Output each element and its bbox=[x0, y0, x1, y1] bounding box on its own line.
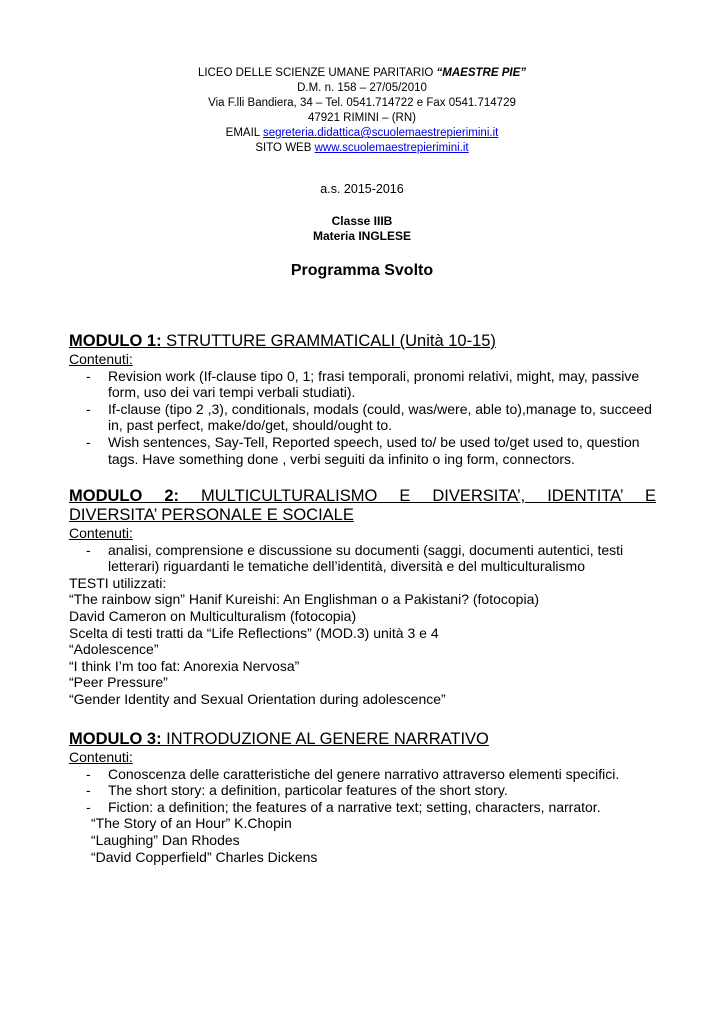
module-1-contents-label: Contenuti: bbox=[69, 351, 133, 367]
module-1-label: MODULO 1: bbox=[69, 332, 162, 350]
module-2-texts-label: TESTI utilizzati: bbox=[69, 574, 167, 591]
module-3 bbox=[69, 730, 656, 865]
list-item: - analisi, comprensione e discussione su documenti (saggi, documenti autentici, testi letterari) riguardanti le tematiche dell’identità, diversità e del multiculturalismo bbox=[108, 542, 656, 575]
module-2-heading-line2: DIVERSITA’ PERSONALE E SOCIALE bbox=[69, 506, 354, 524]
address-line: Via F.lli Bandiera, 34 – Tel. 0541.714722 e Fax 0541.714729 bbox=[208, 97, 516, 109]
list-item: - Wish sentences, Say-Tell, Reported speech, used to/ be used to/get used to, question tags. Have something done , verbi seguiti da infinito o ing form, connectors. bbox=[108, 434, 656, 467]
email-label: EMAIL bbox=[225, 127, 263, 139]
module-1-list bbox=[69, 368, 656, 468]
site-link[interactable]: www.scuolemaestrepierimini.it bbox=[314, 142, 469, 154]
list-item: - The short story: a definition, particolar features of the short story. bbox=[108, 782, 656, 799]
email-line bbox=[0, 126, 724, 141]
text-entry: “David Copperfield” Charles Dickens bbox=[91, 848, 318, 865]
module-3-title: INTRODUZIONE AL GENERE NARRATIVO bbox=[161, 730, 489, 748]
module-2-heading-line1 bbox=[69, 487, 656, 506]
list-item: - If-clause (tipo 2 ,3), conditionals, modals (could, was/were, able to),manage to, succeed in, past perfect, make/do/get, should/ought to. bbox=[108, 401, 656, 434]
city-line: 47921 RIMINI – (RN) bbox=[307, 112, 416, 124]
list-item: - Revision work (If-clause tipo 0, 1; frasi temporali, pronomi relativi, might, may, passive form, uso dei vari tempi verbali studiati). bbox=[108, 368, 656, 401]
text-entry: “The Story of an Hour” K.Chopin bbox=[91, 815, 292, 832]
decree-line: D.M. n. 158 – 27/05/2010 bbox=[297, 82, 427, 94]
module-3-list bbox=[69, 766, 656, 816]
site-label: SITO WEB bbox=[255, 142, 315, 154]
module-2 bbox=[69, 487, 656, 708]
module-3-heading bbox=[69, 730, 656, 749]
subject-label: Materia INGLESE bbox=[312, 229, 412, 243]
text-entry: “Laughing” Dan Rhodes bbox=[91, 831, 240, 848]
module-2-contents-label: Contenuti: bbox=[69, 525, 133, 541]
school-year: a.s. 2015-2016 bbox=[320, 182, 404, 196]
module-1-heading bbox=[69, 332, 656, 351]
text-entry: “Peer Pressure” bbox=[69, 674, 168, 691]
email-link[interactable]: segreteria.didattica@scuolemaestrepierimini.it bbox=[262, 127, 499, 139]
text-entry: “Adolescence” bbox=[69, 641, 159, 658]
module-1-title: STRUTTURE GRAMMATICALI (Unità 10-15) bbox=[161, 332, 496, 350]
school-prefix: LICEO DELLE SCIENZE UMANE PARITARIO bbox=[197, 67, 437, 79]
module-2-title-line1: MULTICULTURALISMO E DIVERSITA’, IDENTITA’ E bbox=[201, 487, 656, 505]
site-line bbox=[0, 141, 724, 156]
list-item: - Fiction: a definition; the features of a narrative text; setting, characters, narrator. bbox=[108, 799, 656, 816]
module-2-label: MODULO 2: bbox=[69, 487, 179, 505]
text-entry: “Gender Identity and Sexual Orientation during adolescence” bbox=[69, 690, 446, 707]
text-entry: “The rainbow sign” Hanif Kureishi: An Englishman o a Pakistani? (fotocopia) bbox=[69, 591, 540, 608]
school-header bbox=[0, 66, 724, 156]
document-title: Programma Svolto bbox=[290, 262, 434, 279]
module-3-contents-label: Contenuti: bbox=[69, 749, 133, 765]
text-entry: Scelta di testi tratti da “Life Reflections” (MOD.3) unità 3 e 4 bbox=[69, 624, 439, 641]
text-entry: “I think I’m too fat: Anorexia Nervosa” bbox=[69, 657, 300, 674]
module-3-label: MODULO 3: bbox=[69, 730, 162, 748]
module-2-list bbox=[69, 542, 656, 575]
class-label: Classe IIIB bbox=[331, 214, 393, 228]
school-name-line bbox=[0, 66, 724, 81]
list-item: - Conoscenza delle caratteristiche del genere narrativo attraverso elementi specifici. bbox=[108, 766, 656, 783]
school-name: “MAESTRE PIE” bbox=[436, 67, 527, 79]
text-entry: David Cameron on Multiculturalism (fotocopia) bbox=[69, 607, 357, 624]
module-1 bbox=[69, 332, 656, 467]
